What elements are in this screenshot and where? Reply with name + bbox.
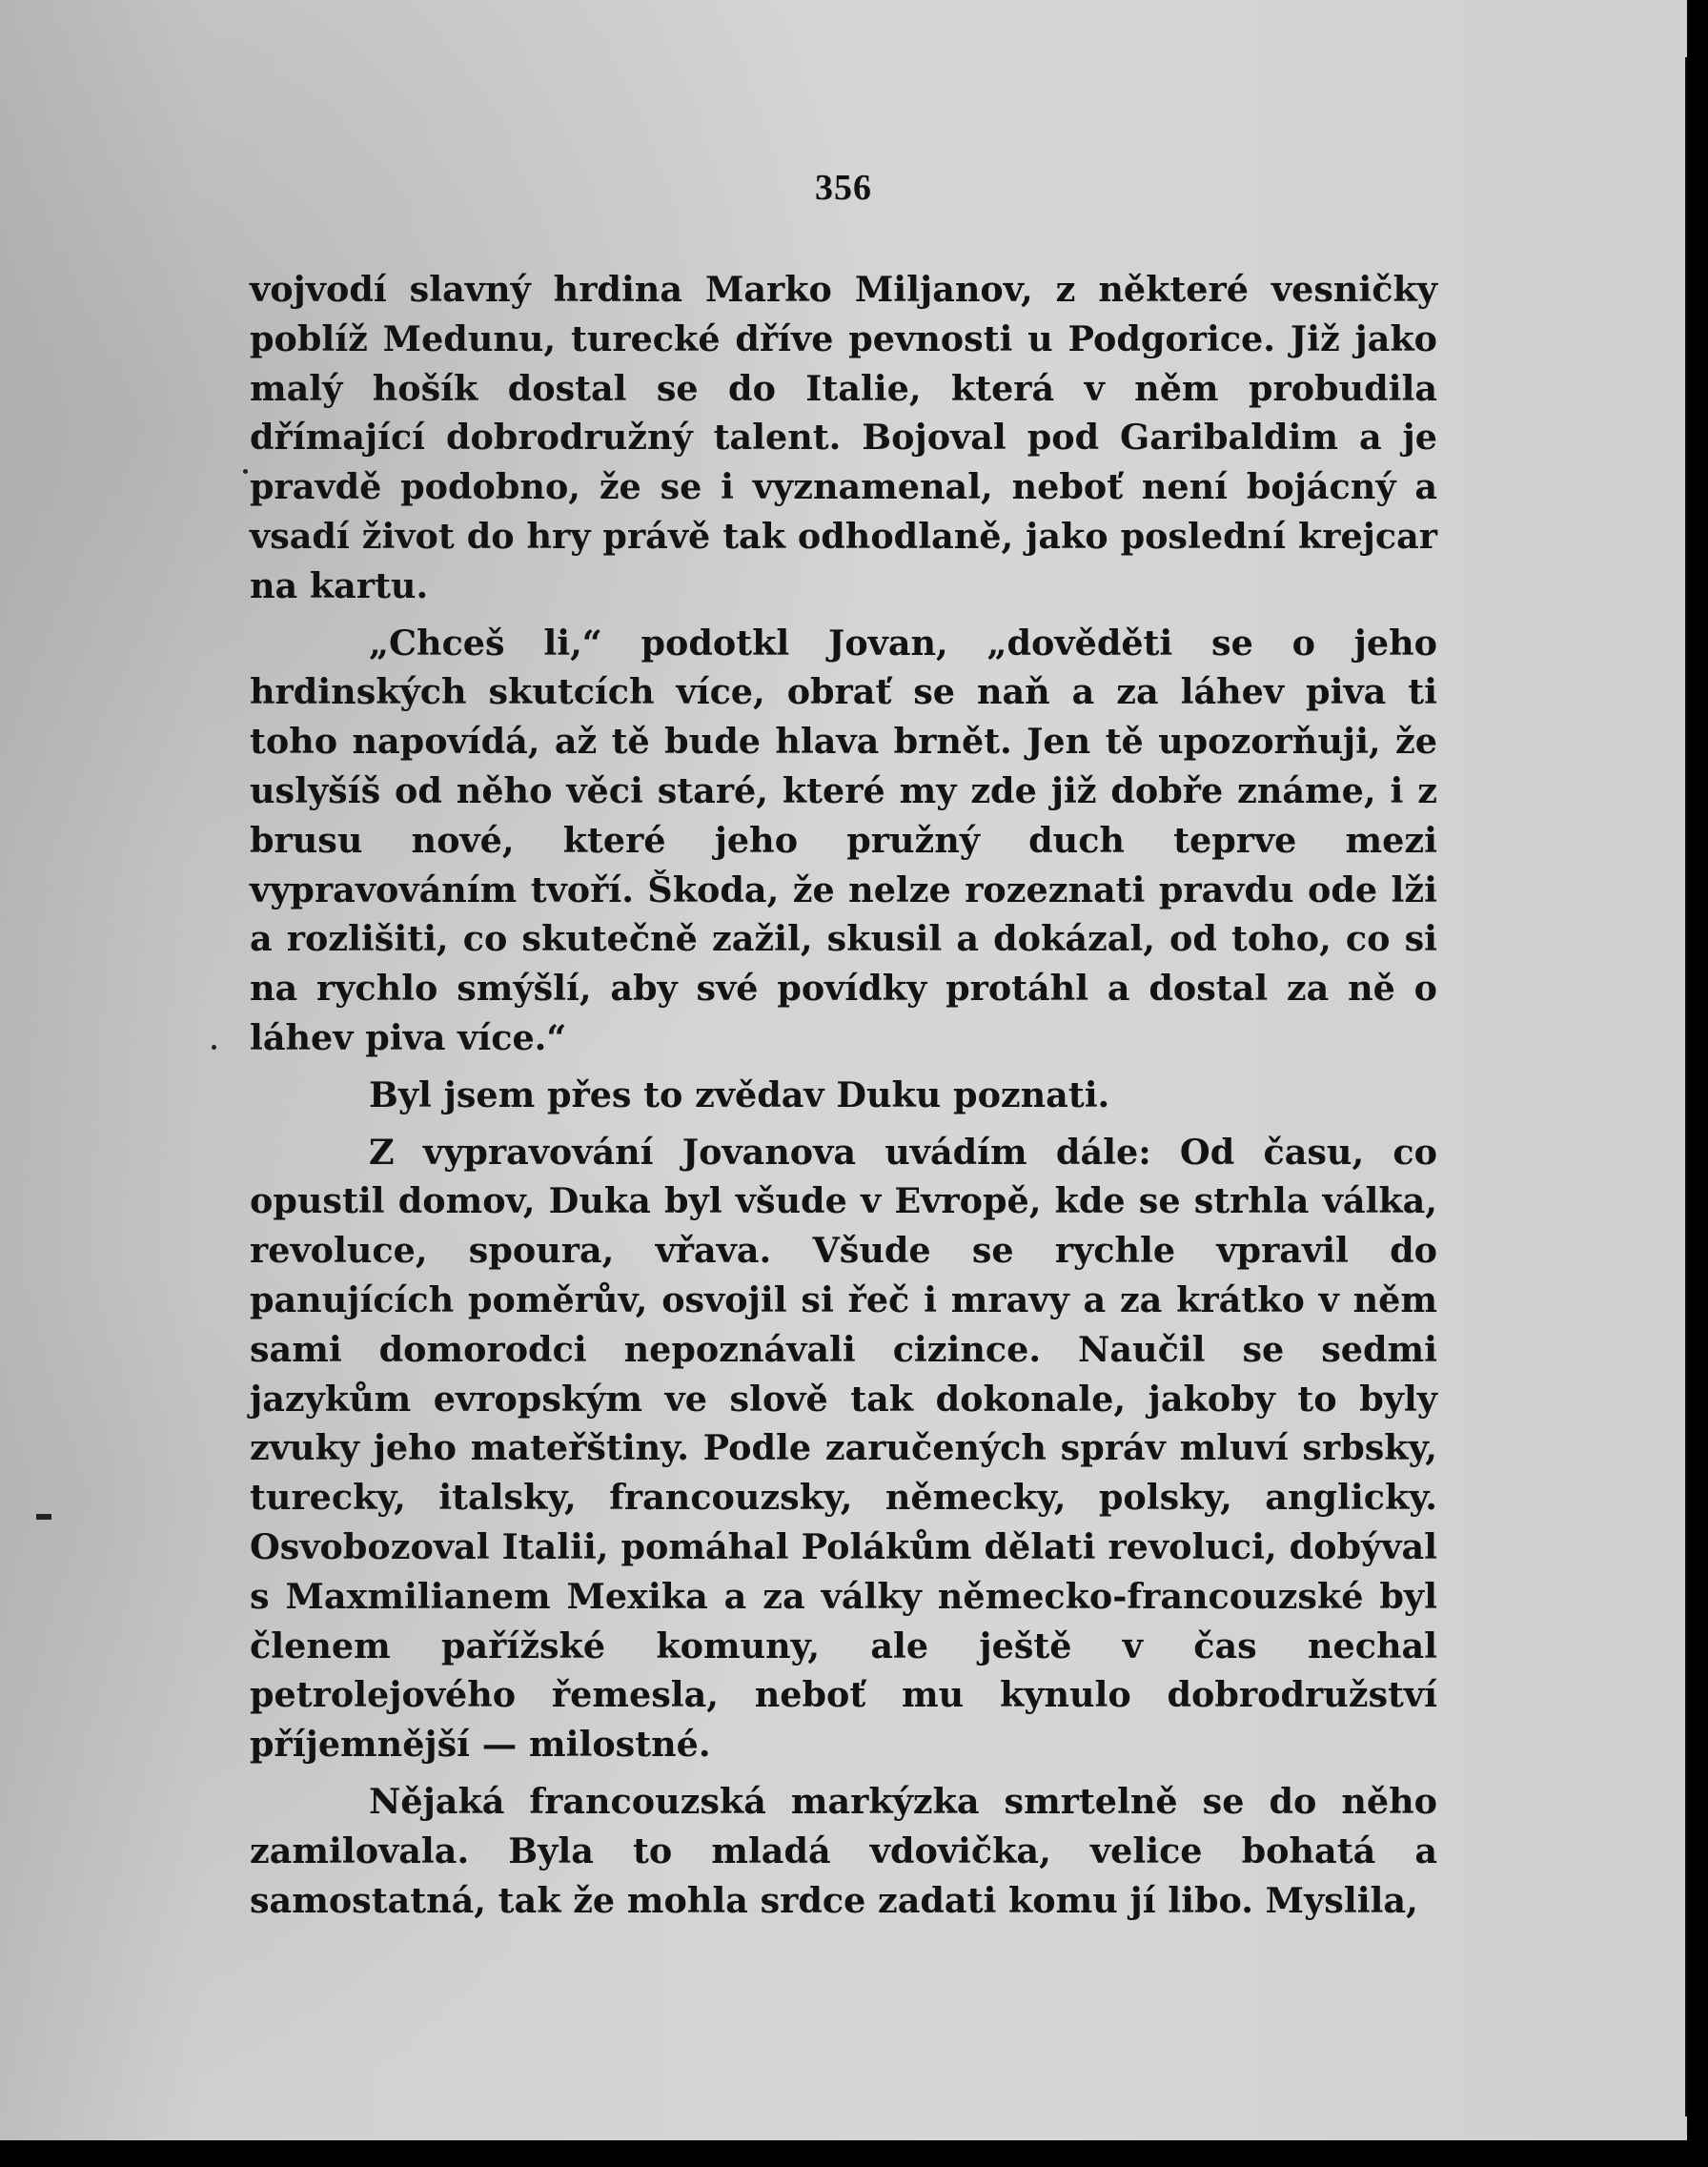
paragraph-5: Nějaká francouzská markýzka smrtelně se do něho zamilovala. Byla to mladá vdovička, velice bohatá a samostatná, tak že mohla srdce zadati komu jí libo. Myslila, [250, 1780, 1437, 1921]
page-number: 356 [815, 168, 872, 208]
scan-border [1687, 48, 1708, 2126]
paragraph-1: vojvodí slavný hrdina Marko Miljanov, z některé vesničky poblíž Medunu, turecké dříve pevnosti u Podgorice. Již jako malý hošík dostal se do Italie, která v něm probudila dřímající dobrodružný talent. Bojoval pod Garibaldim a je pravdě podobno, že se i vyznamenal, neboť není bojácný a vsadí život do hry právě tak odhodlaně, jako poslední krejcar na kartu. [250, 269, 1437, 606]
paragraph-4: Z vypravování Jovanova uvádím dále: Od času, co opustil domov, Duka byl všude v Evropě, kde se strhla válka, revoluce, spoura, vřava. Všude se rychle vpravil do panujících poměrův, osvojil si řeč i mravy a za krátko v něm sami domorodci nepoznávali cizince. Naučil se sedmi jazykům evropským ve slově tak dokonale, jakoby to byly zvuky jeho mateřštiny. Podle zaručených správ mluví srbsky, turecky, italsky, francouzsky, německy, polsky, anglicky. Osvobozoval Italii, pomáhal Polákům dělati revoluci, dobýval s Maxmilianem Mexika a za války německo-francouzské byl členem pařížské komuny, ale ještě v čas nechal petrolejového řemesla, neboť mu kynulo dobrodružství příjemnější — milostné. [250, 1131, 1437, 1766]
scan-speck [243, 469, 248, 474]
paragraph-2: „Chceš li,“ podotkl Jovan, „dověděti se o jeho hrdinských skutcích více, obrať se naň a za láhev piva ti toho napovídá, až tě bude hlava brnět. Jen tě upozorňuji, že uslyšíš od něho věci staré, které my zde již dobře známe, i z brusu nové, které jeho pružný duch teprve mezi vypravováním tvoří. Škoda, že nelze rozeznati pravdu ode lži a rozlišiti, co skutečně zažil, skusil a dokázal, od toho, co si na rychlo smýšlí, aby své povídky protáhl a dostal za ně o láhev piva více.“ [250, 622, 1437, 1058]
paragraph-3: Byl jsem přes to zvědav Duku poznati. [369, 1073, 1110, 1115]
page-text [250, 265, 1437, 1932]
scan-speck [36, 1514, 51, 1520]
scan-speck [212, 1045, 216, 1050]
